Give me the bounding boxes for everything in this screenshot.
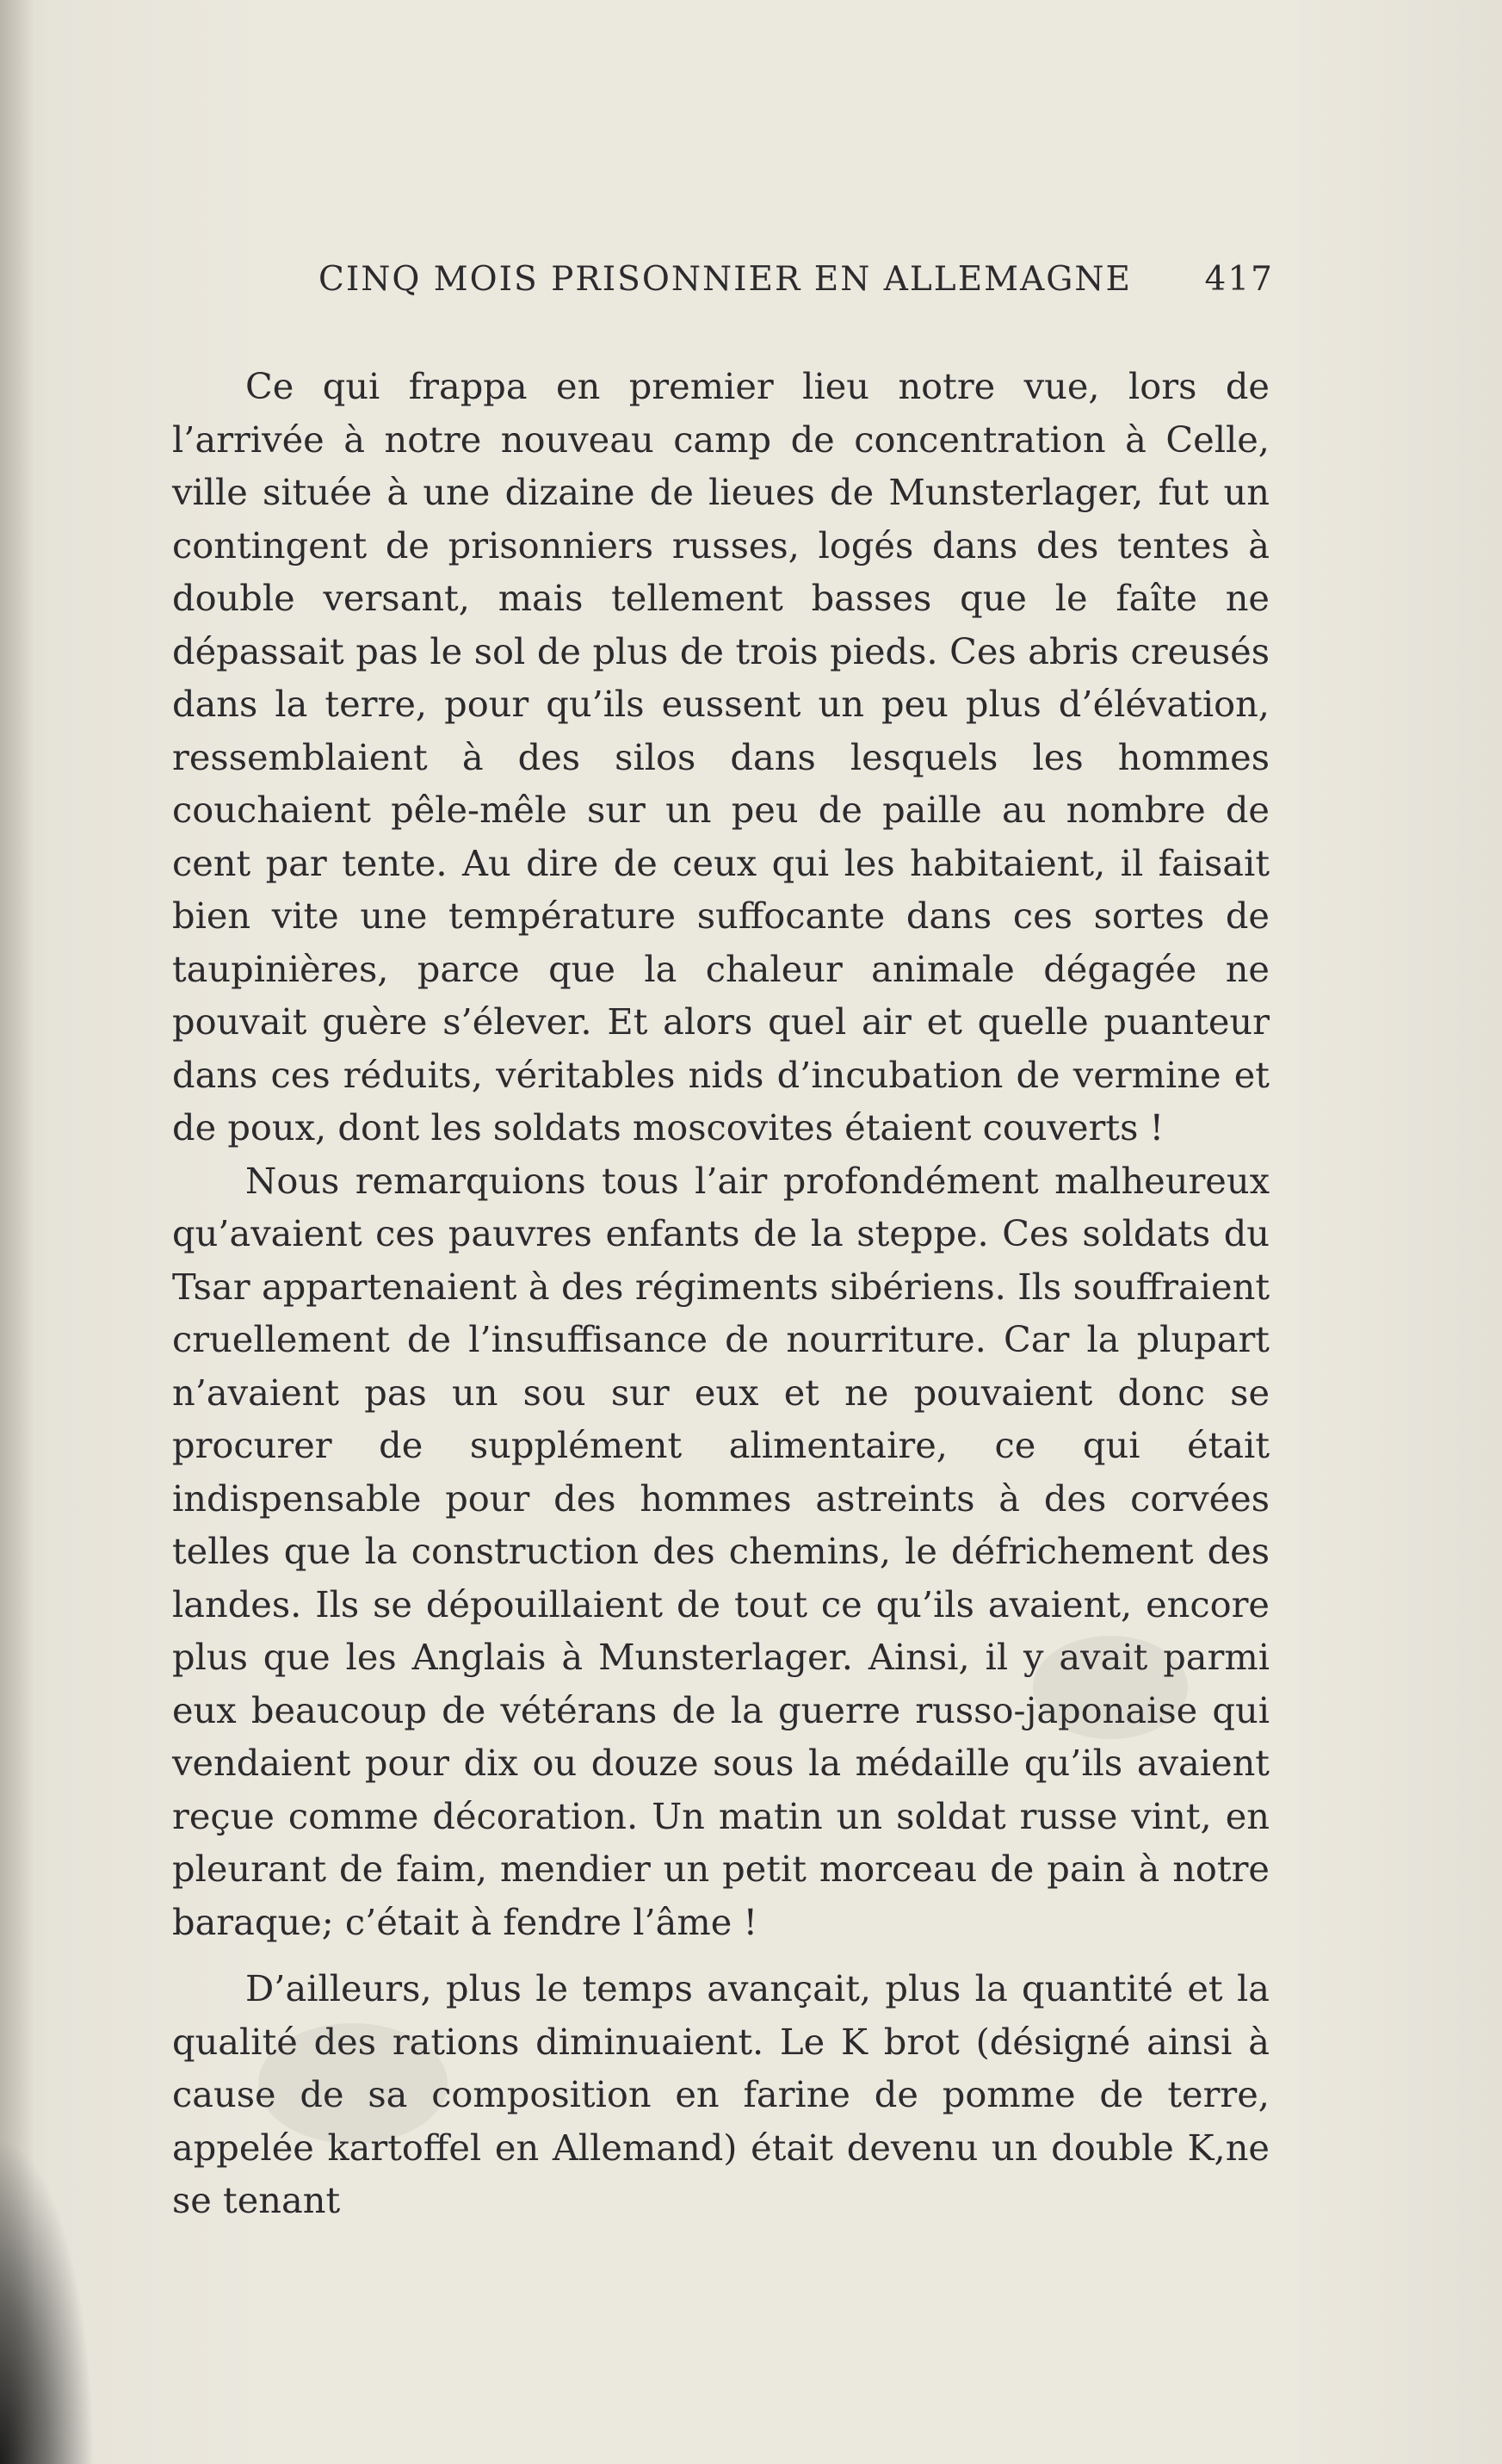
running-header xyxy=(318,260,1274,312)
body-text xyxy=(172,360,1270,2227)
corner-shadow xyxy=(0,2137,95,2464)
paragraph: Ce qui frappa en premier lieu notre vue, lors de l’arrivée à notre nouveau camp de concentration à Celle, ville située à une dizaine de lieues de Munsterlager, fut un contingent de prisonniers russes, logés dans des tentes à double versant, mais tellement basses que le faîte ne dépassait pas le sol de plus de trois pieds. Ces abris creusés dans la terre, pour qu’ils eussent un peu plus d’élévation, ressemblaient à des silos dans lesquels les hommes couchaient pêle-mêle sur un peu de paille au nombre de cent par tente. Au dire de ceux qui les habitaient, il faisait bien vite une température suffocante dans ces sortes de taupinières, parce que la chaleur animale dégagée ne pouvait guère s’élever. Et alors quel air et quelle puanteur dans ces réduits, véritables nids d’incubation de vermine et de poux, dont les soldats moscovites étaient couverts ! xyxy=(172,365,1270,1148)
paragraph: Nous remarquions tous l’air profondément malheureux qu’avaient ces pauvres enfants de la steppe. Ces soldats du Tsar appartenaient à des régiments sibériens. Ils souffraient cruellement de l’insuffisance de nourriture. Car la plupart n’avaient pas un sou sur eux et ne pouvaient donc se procurer de supplément alimentaire, ce qui était indispensable pour des hommes astreints à des corvées telles que la construction des chemins, le défrichement des landes. Ils se dépouillaient de tout ce qu’ils avaient, encore plus que les Anglais à Munsterlager. Ainsi, il y avait parmi eux beaucoup de vétérans de la guerre russo-japonaise qui vendaient pour dix ou douze sous la médaille qu’ils avaient reçue comme décoration. Un matin un soldat russe vint, en pleurant de faim, mendier un petit morceau de pain à notre baraque; c’était à fendre l’âme ! xyxy=(172,1159,1270,1943)
spine-shadow xyxy=(0,0,34,2464)
running-title: CINQ MOIS PRISONNIER EN ALLEMAGNE xyxy=(318,260,1133,299)
paragraph: D’ailleurs, plus le temps avançait, plus la quantité et la qualité des rations diminuaient. Le K brot (désigné ainsi à cause de sa composition en farine de pomme de terre, appelée kartoffel en Allemand) était devenu un double K,ne se tenant xyxy=(172,1967,1270,2221)
page-number: 417 xyxy=(1204,260,1274,299)
